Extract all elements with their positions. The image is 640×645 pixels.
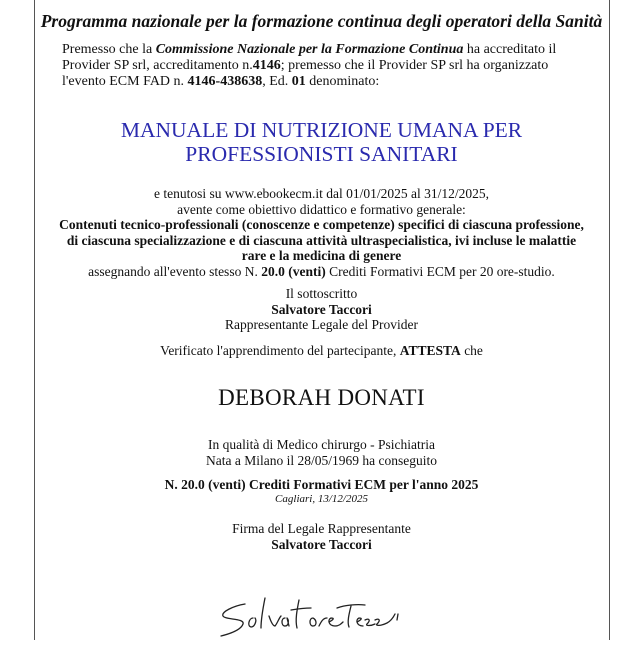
event-number: 4146-438638 [187,74,263,89]
verification-statement [34,343,609,359]
premise-text: Premesso che la [62,42,156,57]
programme-heading: Programma nazionale per la formazione continua degli operatori della Sanità [40,11,603,31]
credits-prefix: assegnando all'evento stesso N. [88,263,262,279]
signature-label-block [34,521,609,552]
course-title [34,118,609,166]
course-title-line: MANUALE DI NUTRIZIONE UMANA PER [120,118,523,142]
course-dates: e tenutosi su www.ebookecm.it dal 01/01/2025 al 31/12/2025, [153,186,490,201]
place-date: Cagliari, 13/12/2025 [275,493,368,505]
participant-name: DEBORAH DONATI [218,385,425,410]
participant-birth: Nata a Milano il 28/05/1969 ha conseguito [206,452,437,468]
course-title-line: PROFESSIONISTI SANITARI [185,142,458,166]
credits-assignment [55,264,588,280]
handwritten-signature-icon [215,596,400,640]
signature-label: Firma del Legale Rappresentante [232,521,411,536]
awarded-credits: N. 20.0 (venti) Crediti Formativi ECM per l'anno 2025 [164,477,479,492]
commission-name: Commissione Nazionale per la Formazione Continua [155,42,464,57]
course-details [55,186,588,279]
premise-text: ha accreditato il Provider SP srl, accreditamento n. [62,42,557,73]
signature-name: Salvatore Taccori [271,536,372,552]
accreditation-number: 4146 [252,58,281,73]
verification-prefix: Verificato l'apprendimento del partecipante, [160,343,400,358]
attesta-word: ATTESTA [399,343,461,358]
objective-intro: avente come obiettivo didattico e formativo generale: [177,201,466,217]
premise-text: ; premesso che il Provider SP srl ha organizzato l'evento ECM FAD n. [62,58,549,89]
signer-intro: Il sottoscritto [285,286,358,301]
participant-qualification: In qualità di Medico chirurgo - Psichiatria [208,437,435,452]
verification-suffix: che [460,343,483,358]
premise-paragraph [62,42,580,90]
credits-value: 20.0 (venti) [261,263,326,279]
signer-block [34,286,609,333]
signer-role: Rappresentante Legale del Provider [224,317,419,332]
signer-name: Salvatore Taccori [271,301,372,317]
participant-info [34,437,609,468]
edition-number: 01 [291,74,306,89]
credits-suffix: Crediti Formativi ECM per 20 ore-studio. [325,263,555,279]
premise-text: denominato: [305,74,380,89]
objective-text: Contenuti tecnico-professionali (conoscenze e competenze) specifici di ciascuna professione, di ciascuna specializzazione e di ciascuna attività ultraspecialistica, ivi incluse le malattie rare e la medicina di genere [59,217,584,263]
premise-text: , Ed. [262,74,292,89]
